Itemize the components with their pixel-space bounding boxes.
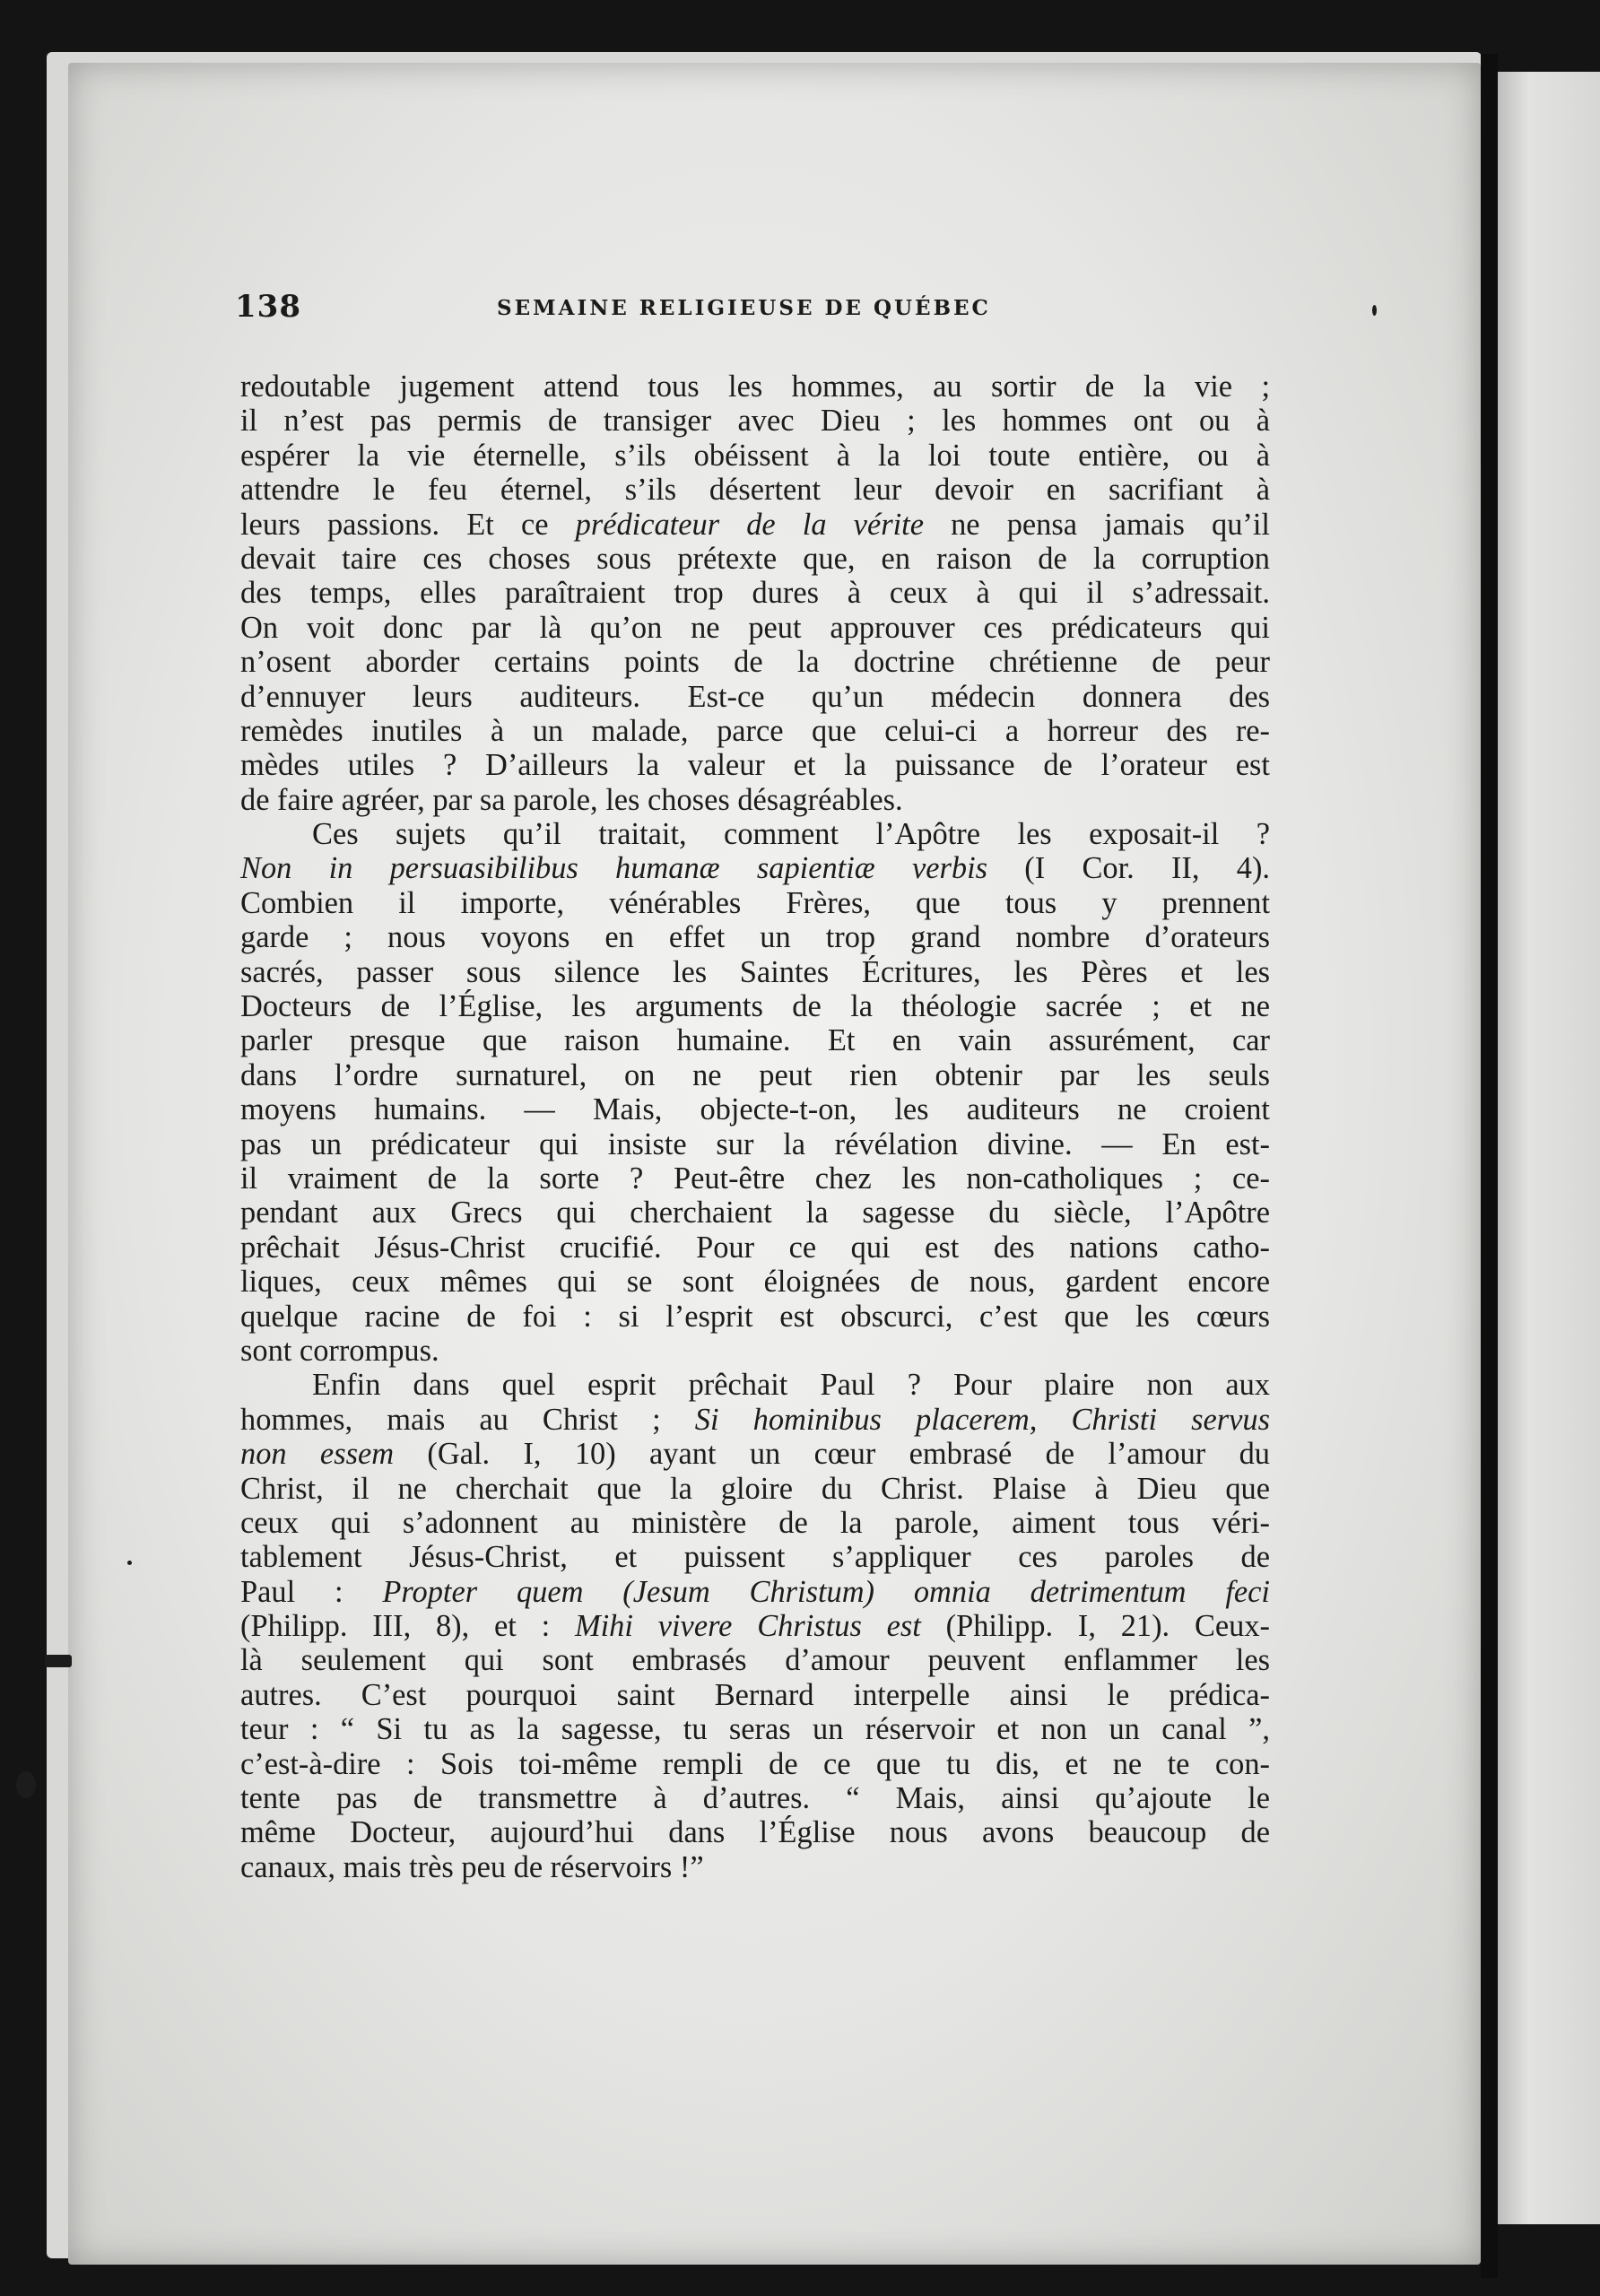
text-line: [240, 680, 1270, 714]
text-line: [240, 783, 1270, 817]
text-line: [240, 1023, 1270, 1057]
text-run: On voit donc par là qu’on ne peut approuver ces prédicateurs qui: [240, 610, 1270, 645]
text-line: [240, 989, 1270, 1023]
text-line: [240, 1231, 1270, 1265]
text-line: [240, 473, 1270, 507]
text-run: prêchait Jésus-Christ crucifié. Pour ce qui est des nations catho-: [240, 1230, 1270, 1265]
text-run: remèdes inutiles à un malade, parce que celui-ci a horreur des re-: [240, 713, 1270, 748]
running-head: SEMAINE RELIGIEUSE DE QUÉBEC: [497, 296, 991, 320]
text-line: [240, 1575, 1270, 1609]
text-run: il n’est pas permis de transiger avec Dieu ; les hommes ont ou à: [240, 404, 1270, 439]
text-run: teur : “ Si tu as la sagesse, tu seras un réservoir et non un canal ”,: [240, 1712, 1270, 1747]
text-line: [240, 851, 1270, 885]
text-run: (Gal. I, 10) ayant un cœur embrasé de l’amour du: [394, 1437, 1270, 1472]
text-line: [240, 1334, 1270, 1368]
italic-run: Mihi vivere Christus est: [574, 1609, 921, 1644]
body-text: [240, 370, 1270, 1884]
text-line: [240, 1196, 1270, 1230]
text-line: [240, 1609, 1270, 1643]
text-run: autres. C’est pourquoi saint Bernard interpelle ainsi le prédica-: [240, 1677, 1270, 1712]
italic-run: prédicateur de la vérite: [575, 507, 924, 542]
text-run: liques, ceux mêmes qui se sont éloignées de nous, gardent encore: [240, 1265, 1270, 1300]
text-line: [240, 1300, 1270, 1334]
paragraph: [240, 817, 1270, 1368]
facing-page-edge: [1498, 72, 1600, 2224]
text-line: [240, 1058, 1270, 1092]
text-line: [240, 1472, 1270, 1506]
text-run: ceux qui s’adonnent au ministère de la parole, aiment tous véri-: [240, 1505, 1270, 1540]
text-line: [240, 955, 1270, 989]
text-run: sont corrompus.: [240, 1333, 439, 1368]
text-line: [240, 370, 1270, 404]
text-run: Paul :: [240, 1574, 383, 1609]
text-run: Enfin dans quel esprit prêchait Paul ? Pour plaire non aux: [312, 1368, 1270, 1403]
text-run: quelque racine de foi : si l’esprit est obscurci, c’est que les cœurs: [240, 1299, 1270, 1334]
book-gutter: [1481, 54, 1498, 2278]
text-run: il vraiment de la sorte ? Peut-être chez les non-catholiques ; ce-: [240, 1161, 1270, 1196]
text-line: [240, 1368, 1270, 1402]
paragraph: [240, 1368, 1270, 1884]
text-run: devait taire ces choses sous prétexte que, en raison de la corruption: [240, 541, 1270, 576]
text-run: Christ, il ne cherchait que la gloire du Christ. Plaise à Dieu que: [240, 1471, 1270, 1506]
text-run: canaux, mais très peu de réservoirs !”: [240, 1849, 704, 1884]
text-line: [240, 1403, 1270, 1437]
text-line: [240, 439, 1270, 473]
text-line: [240, 1850, 1270, 1884]
page-header: [235, 289, 1266, 332]
text-run: n’osent aborder certains points de la doctrine chrétienne de peur: [240, 645, 1270, 680]
text-run: moyens humains. — Mais, objecte-t-on, les auditeurs ne croient: [240, 1092, 1270, 1127]
text-run: mèdes utiles ? D’ailleurs la valeur et la puissance de l’orateur est: [240, 748, 1270, 783]
text-line: [240, 542, 1270, 576]
text-run: attendre le feu éternel, s’ils désertent leur devoir en sacrifiant à: [240, 473, 1270, 508]
text-line: [240, 886, 1270, 920]
text-line: [240, 1815, 1270, 1849]
text-run: dans l’ordre surnaturel, on ne peut rien obtenir par les seuls: [240, 1057, 1270, 1092]
text-line: [240, 1265, 1270, 1299]
text-run: là seulement qui sont embrasés d’amour peuvent enflammer les: [240, 1643, 1270, 1678]
text-run: garde ; nous voyons en effet un trop grand nombre d’orateurs: [240, 920, 1270, 955]
text-run: Docteurs de l’Église, les arguments de la théologie sacrée ; et ne: [240, 989, 1270, 1024]
text-line: [240, 920, 1270, 954]
text-line: [240, 714, 1270, 748]
text-line: [240, 645, 1270, 679]
text-line: [240, 611, 1270, 645]
paragraph: [240, 370, 1270, 817]
text-line: [240, 1712, 1270, 1746]
text-line: [240, 1437, 1270, 1471]
text-run: parler presque que raison humaine. Et en vain assurément, car: [240, 1023, 1270, 1058]
text-run: (Philipp. III, 8), et :: [240, 1609, 575, 1644]
text-run: des temps, elles paraîtraient trop dures à ceux à qui il s’adressait.: [240, 576, 1270, 611]
text-line: [240, 1678, 1270, 1712]
italic-run: Si hominibus placerem, Christi servus: [694, 1402, 1270, 1437]
text-run: tablement Jésus-Christ, et puissent s’appliquer ces paroles de: [240, 1540, 1270, 1575]
text-run: ne pensa jamais qu’il: [923, 507, 1270, 542]
text-run: sacrés, passer sous silence les Saintes Écritures, les Pères et les: [240, 954, 1270, 989]
text-run: de faire agréer, par sa parole, les choses désagréables.: [240, 782, 903, 817]
text-run: redoutable jugement attend tous les hommes, au sortir de la vie ;: [240, 370, 1270, 404]
text-line: [240, 508, 1270, 542]
page-number: 138: [235, 289, 301, 325]
text-line: [240, 404, 1270, 438]
text-line: [240, 1127, 1270, 1161]
text-line: [240, 748, 1270, 782]
text-run: tente pas de transmettre à d’autres. “ Mais, ainsi qu’ajoute le: [240, 1781, 1270, 1816]
italic-run: Non in persuasibilibus humanæ sapientiæ verbis: [240, 851, 988, 886]
italic-run: Propter quem (Jesum Christum) omnia detrimentum feci: [382, 1574, 1270, 1609]
text-line: [240, 1747, 1270, 1781]
text-run: leurs passions. Et ce: [240, 507, 576, 542]
text-run: (I Cor. II, 4).: [987, 851, 1270, 886]
text-run: Combien il importe, vénérables Frères, que tous y prennent: [240, 885, 1270, 920]
text-line: [240, 1781, 1270, 1815]
text-line: [240, 576, 1270, 610]
text-run: (Philipp. I, 21). Ceux-: [920, 1609, 1270, 1644]
text-run: c’est-à-dire : Sois toi-même rempli de ce que tu dis, et ne te con-: [240, 1746, 1270, 1781]
text-line: [240, 1161, 1270, 1196]
text-run: espérer la vie éternelle, s’ils obéissent à la loi toute entière, ou à: [240, 438, 1270, 473]
text-line: [240, 1092, 1270, 1126]
text-line: [240, 1506, 1270, 1540]
text-run: Ces sujets qu’il traitait, comment l’Apôtre les exposait-il ?: [312, 817, 1270, 852]
italic-run: non essem: [240, 1437, 395, 1472]
text-line: [240, 817, 1270, 851]
text-run: d’ennuyer leurs auditeurs. Est-ce qu’un médecin donnera des: [240, 679, 1270, 714]
text-run: pas un prédicateur qui insiste sur la révélation divine. — En est-: [240, 1126, 1270, 1161]
text-line: [240, 1540, 1270, 1574]
text-line: [240, 1643, 1270, 1677]
text-run: même Docteur, aujourd’hui dans l’Église nous avons beaucoup de: [240, 1815, 1270, 1850]
text-run: pendant aux Grecs qui cherchaient la sagesse du siècle, l’Apôtre: [240, 1196, 1270, 1231]
text-run: hommes, mais au Christ ;: [240, 1402, 695, 1437]
